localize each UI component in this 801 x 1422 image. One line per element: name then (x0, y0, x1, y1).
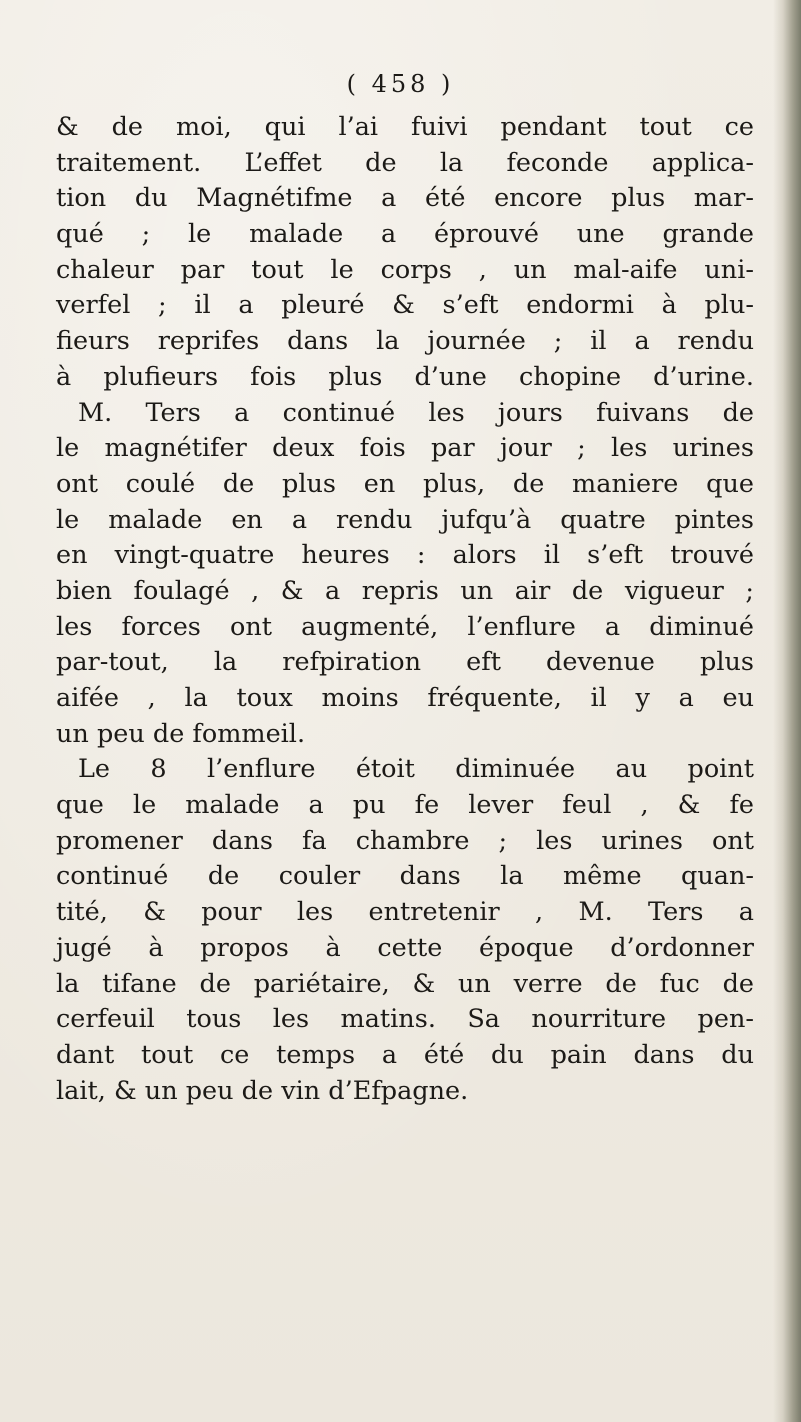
text-line: qué ; le malade a éprouvé une grande (56, 219, 754, 250)
text-line: aifée , la toux moins fréquente, il y a eu (56, 683, 754, 713)
text-line: & de moi, qui l’ai fuivi pendant tout ce (56, 112, 754, 142)
text-line: par-tout, la refpiration eft devenue plus (56, 647, 754, 678)
page-number: ( 458 ) (346, 70, 455, 98)
text-line: fieurs reprifes dans la journée ; il a rendu (56, 326, 754, 357)
page-edge-shadow (773, 0, 801, 1422)
text-line: le malade en a rendu jufqu’à quatre pintes (56, 504, 754, 535)
text-line: le magnétifer deux fois par jour ; les urines (56, 433, 754, 464)
text-line: lait, & un peu de vin d’Efpagne. (56, 1075, 469, 1106)
text-line: que le malade a pu fe lever feul , & fe (56, 790, 754, 821)
text-line: jugé à propos à cette époque d’ordonner (56, 932, 754, 963)
text-line: chaleur par tout le corps , un mal-aife uni- (56, 254, 754, 285)
text-line: Le 8 l’enflure étoit diminuée au point (78, 754, 754, 785)
text-line: cerfeuil tous les matins. Sa nourriture pen- (56, 1004, 754, 1035)
text-line: bien foulagé , & a repris un air de vigueur ; (56, 575, 754, 606)
body-text (56, 110, 754, 1109)
text-line: verfel ; il a pleuré & s’eft endormi à plu- (56, 290, 754, 321)
text-line: tion du Magnétifme a été encore plus mar- (56, 183, 754, 214)
text-line: continué de couler dans la même quan- (56, 861, 754, 892)
text-line: traitement. L’effet de la feconde applica- (56, 147, 754, 178)
text-line: M. Ters a continué les jours fuivans de (78, 397, 754, 428)
text-line: en vingt-quatre heures : alors il s’eft trouvé (56, 540, 754, 571)
text-line: ont coulé de plus en plus, de maniere que (56, 468, 754, 499)
text-line: un peu de fommeil. (56, 718, 306, 749)
text-line: les forces ont augmenté, l’enflure a diminué (56, 611, 754, 642)
text-line: à plufieurs fois plus d’une chopine d’urine. (56, 361, 754, 392)
text-line: la tifane de pariétaire, & un verre de fuc de (56, 968, 754, 999)
text-line: promener dans fa chambre ; les urines ont (56, 825, 754, 856)
text-line: tité, & pour les entretenir , M. Ters a (56, 897, 754, 928)
text-line: dant tout ce temps a été du pain dans du (56, 1039, 754, 1070)
